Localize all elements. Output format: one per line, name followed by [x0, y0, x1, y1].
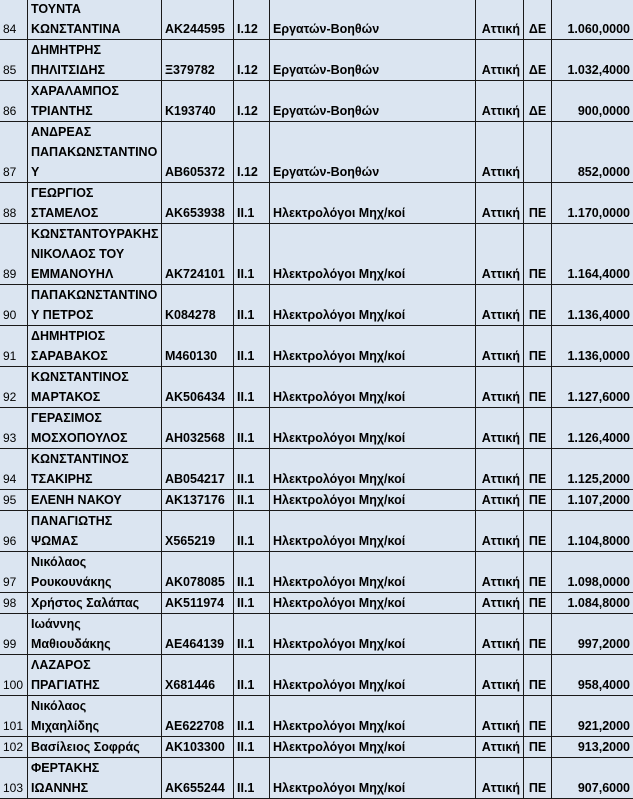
name-cell[interactable]: [28, 367, 162, 408]
name-line: ΤΟΥΝΤΑ: [31, 0, 158, 19]
name-line: ΚΩΝΣΤΑΝΤΟΥΡΑΚΗΣ: [31, 224, 158, 244]
row-number-cell[interactable]: 93: [0, 408, 28, 449]
name-cell[interactable]: [28, 655, 162, 696]
name-line: ΜΟΣΧΟΠΟΥΛΟΣ: [31, 428, 158, 448]
region-cell[interactable]: Αττική: [476, 224, 524, 285]
id-cell[interactable]: Ξ379782: [162, 40, 234, 81]
code-cell[interactable]: ΙΙ.1: [234, 511, 270, 552]
code-cell[interactable]: ΙΙ.1: [234, 614, 270, 655]
name-cell[interactable]: [28, 0, 162, 40]
code-cell[interactable]: Ι.12: [234, 40, 270, 81]
name-cell[interactable]: [28, 40, 162, 81]
score-cell[interactable]: 1.164,4000: [552, 224, 633, 285]
specialty-cell[interactable]: Ηλεκτρολόγοι Μηχ/κοί: [270, 655, 476, 696]
table-row: [0, 285, 633, 326]
id-cell[interactable]: ΑΗ032568: [162, 408, 234, 449]
region-cell[interactable]: Αττική: [476, 285, 524, 326]
region-cell[interactable]: Αττική: [476, 758, 524, 799]
specialty-cell[interactable]: Εργατών-Βοηθών: [270, 0, 476, 40]
code-cell[interactable]: ΙΙ.1: [234, 326, 270, 367]
region-cell[interactable]: Αττική: [476, 326, 524, 367]
id-cell[interactable]: Κ193740: [162, 81, 234, 122]
table-row: [0, 0, 633, 40]
name-line: Υ ΠΕΤΡΟΣ: [31, 305, 158, 325]
name-line: Βασίλειος Σοφράς: [31, 737, 158, 757]
row-number-cell[interactable]: 98: [0, 593, 28, 614]
specialty-cell[interactable]: Ηλεκτρολόγοι Μηχ/κοί: [270, 183, 476, 224]
row-number-cell[interactable]: 102: [0, 737, 28, 758]
table-row: [0, 224, 633, 285]
name-line: Μαθιουδάκης: [31, 634, 158, 654]
score-cell[interactable]: 1.104,8000: [552, 511, 633, 552]
name-cell[interactable]: [28, 122, 162, 183]
score-cell[interactable]: 1.136,0000: [552, 326, 633, 367]
table-row: [0, 367, 633, 408]
table-row: [0, 737, 633, 758]
score-cell[interactable]: 1.125,2000: [552, 449, 633, 490]
code-cell[interactable]: ΙΙ.1: [234, 655, 270, 696]
region-cell[interactable]: Αττική: [476, 449, 524, 490]
name-line: ΔΗΜΗΤΡΙΟΣ: [31, 326, 158, 346]
table-row: [0, 326, 633, 367]
name-line: ΛΑΖΑΡΟΣ ΠΡΑΓΙΑΤΗΣ: [31, 655, 158, 695]
category-cell[interactable]: ΠΕ: [524, 224, 552, 285]
category-cell[interactable]: ΠΕ: [524, 737, 552, 758]
row-number-cell[interactable]: 85: [0, 40, 28, 81]
category-cell[interactable]: [524, 122, 552, 183]
name-line: ΚΩΝΣΤΑΝΤΙΝΟΣ: [31, 367, 158, 387]
name-cell[interactable]: [28, 758, 162, 799]
specialty-cell[interactable]: Εργατών-Βοηθών: [270, 81, 476, 122]
name-line: ΚΩΝΣΤΑΝΤΙΝΟΣ: [31, 449, 158, 469]
name-cell[interactable]: [28, 285, 162, 326]
specialty-cell[interactable]: Ηλεκτρολόγοι Μηχ/κοί: [270, 408, 476, 449]
region-cell[interactable]: Αττική: [476, 593, 524, 614]
name-line: Χρήστος Σαλάπας: [31, 593, 158, 613]
name-cell[interactable]: [28, 408, 162, 449]
specialty-cell[interactable]: Ηλεκτρολόγοι Μηχ/κοί: [270, 593, 476, 614]
name-line: Νικόλαος: [31, 696, 158, 716]
name-cell[interactable]: [28, 737, 162, 758]
code-cell[interactable]: ΙΙ.1: [234, 737, 270, 758]
row-number-cell[interactable]: 100: [0, 655, 28, 696]
name-line: ΤΡΙΑΝΤΗΣ: [31, 101, 158, 121]
row-number-cell[interactable]: 87: [0, 122, 28, 183]
id-cell[interactable]: ΑΚ244595: [162, 0, 234, 40]
row-number-cell[interactable]: 97: [0, 552, 28, 593]
category-cell[interactable]: ΔΕ: [524, 40, 552, 81]
score-cell[interactable]: 1.170,0000: [552, 183, 633, 224]
specialty-cell[interactable]: Ηλεκτρολόγοι Μηχ/κοί: [270, 737, 476, 758]
name-line: ΠΑΠΑΚΩΝΣΤΑΝΤΙΝΟ: [31, 285, 158, 305]
table-row: [0, 593, 633, 614]
table-row: [0, 183, 633, 224]
name-cell[interactable]: [28, 183, 162, 224]
specialty-cell[interactable]: Ηλεκτρολόγοι Μηχ/κοί: [270, 449, 476, 490]
region-cell[interactable]: Αττική: [476, 367, 524, 408]
score-cell[interactable]: 921,2000: [552, 696, 633, 737]
region-cell[interactable]: Αττική: [476, 737, 524, 758]
row-number-cell[interactable]: 103: [0, 758, 28, 799]
region-cell[interactable]: Αττική: [476, 81, 524, 122]
category-cell[interactable]: ΠΕ: [524, 326, 552, 367]
id-cell[interactable]: Χ565219: [162, 511, 234, 552]
specialty-cell[interactable]: Ηλεκτρολόγοι Μηχ/κοί: [270, 285, 476, 326]
category-cell[interactable]: ΔΕ: [524, 81, 552, 122]
code-cell[interactable]: ΙΙ.1: [234, 408, 270, 449]
table-row: [0, 614, 633, 655]
region-cell[interactable]: Αττική: [476, 696, 524, 737]
category-cell[interactable]: ΠΕ: [524, 367, 552, 408]
region-cell[interactable]: Αττική: [476, 490, 524, 511]
score-cell[interactable]: 1.126,4000: [552, 408, 633, 449]
id-cell[interactable]: ΑΕ464139: [162, 614, 234, 655]
specialty-cell[interactable]: Ηλεκτρολόγοι Μηχ/κοί: [270, 552, 476, 593]
id-cell[interactable]: ΑΚ137176: [162, 490, 234, 511]
code-cell[interactable]: ΙΙ.1: [234, 367, 270, 408]
row-number-cell[interactable]: 89: [0, 224, 28, 285]
score-cell[interactable]: 852,0000: [552, 122, 633, 183]
category-cell[interactable]: ΠΕ: [524, 593, 552, 614]
name-line: ΠΑΝΑΓΙΩΤΗΣ: [31, 511, 158, 531]
name-line: ΕΛΕΝΗ ΝΑΚΟΥ: [31, 490, 158, 510]
name-line: ΧΑΡΑΛΑΜΠΟΣ: [31, 81, 158, 101]
name-line: ΦΕΡΤΑΚΗΣ ΙΩΑΝΝΗΣ: [31, 758, 158, 798]
id-cell[interactable]: Κ084278: [162, 285, 234, 326]
name-line: Ιωάννης: [31, 614, 158, 634]
table-row: [0, 655, 633, 696]
name-line: ΠΗΛΙΤΣΙΔΗΣ: [31, 60, 158, 80]
name-cell[interactable]: [28, 449, 162, 490]
code-cell[interactable]: Ι.12: [234, 122, 270, 183]
id-cell[interactable]: ΑΚ103300: [162, 737, 234, 758]
category-cell[interactable]: ΠΕ: [524, 183, 552, 224]
score-cell[interactable]: 907,6000: [552, 758, 633, 799]
name-line: ΑΝΔΡΕΑΣ: [31, 122, 158, 142]
specialty-cell[interactable]: Ηλεκτρολόγοι Μηχ/κοί: [270, 614, 476, 655]
score-cell[interactable]: 997,2000: [552, 614, 633, 655]
score-cell[interactable]: 1.032,4000: [552, 40, 633, 81]
row-number-cell[interactable]: 91: [0, 326, 28, 367]
code-cell[interactable]: Ι.12: [234, 0, 270, 40]
id-cell[interactable]: ΑΚ506434: [162, 367, 234, 408]
row-number-cell[interactable]: 88: [0, 183, 28, 224]
score-cell[interactable]: 913,2000: [552, 737, 633, 758]
region-cell[interactable]: Αττική: [476, 552, 524, 593]
region-cell[interactable]: Αττική: [476, 614, 524, 655]
code-cell[interactable]: ΙΙ.1: [234, 552, 270, 593]
id-cell[interactable]: ΑΒ605372: [162, 122, 234, 183]
category-cell[interactable]: ΔΕ: [524, 0, 552, 40]
region-cell[interactable]: Αττική: [476, 408, 524, 449]
category-cell[interactable]: ΠΕ: [524, 614, 552, 655]
name-cell[interactable]: [28, 490, 162, 511]
score-cell[interactable]: 1.107,2000: [552, 490, 633, 511]
name-cell[interactable]: [28, 81, 162, 122]
category-cell[interactable]: ΠΕ: [524, 408, 552, 449]
specialty-cell[interactable]: Ηλεκτρολόγοι Μηχ/κοί: [270, 696, 476, 737]
score-cell[interactable]: 1.098,0000: [552, 552, 633, 593]
name-line: ΔΗΜΗΤΡΗΣ: [31, 40, 158, 60]
specialty-cell[interactable]: Ηλεκτρολόγοι Μηχ/κοί: [270, 490, 476, 511]
id-cell[interactable]: ΑΕ622708: [162, 696, 234, 737]
row-number-cell[interactable]: 94: [0, 449, 28, 490]
row-number-cell[interactable]: 92: [0, 367, 28, 408]
name-line: ΤΣΑΚΙΡΗΣ: [31, 469, 158, 489]
name-line: ΓΕΡΑΣΙΜΟΣ: [31, 408, 158, 428]
score-cell[interactable]: 900,0000: [552, 81, 633, 122]
name-cell[interactable]: [28, 511, 162, 552]
specialty-cell[interactable]: Ηλεκτρολόγοι Μηχ/κοί: [270, 758, 476, 799]
category-cell[interactable]: ΠΕ: [524, 449, 552, 490]
name-line: ΝΙΚΟΛΑΟΣ ΤΟΥ: [31, 244, 158, 264]
table-row: [0, 552, 633, 593]
row-number-cell[interactable]: 101: [0, 696, 28, 737]
code-cell[interactable]: ΙΙ.1: [234, 758, 270, 799]
name-line: ΚΩΝΣΤΑΝΤΙΝΑ: [31, 19, 158, 39]
name-line: ΠΑΠΑΚΩΝΣΤΑΝΤΙΝΟ: [31, 142, 158, 162]
row-number-cell[interactable]: 84: [0, 0, 28, 40]
specialty-cell[interactable]: Εργατών-Βοηθών: [270, 122, 476, 183]
specialty-cell[interactable]: Ηλεκτρολόγοι Μηχ/κοί: [270, 511, 476, 552]
region-cell[interactable]: Αττική: [476, 511, 524, 552]
table-row: [0, 40, 633, 81]
id-cell[interactable]: ΑΚ078085: [162, 552, 234, 593]
table-row: [0, 81, 633, 122]
id-cell[interactable]: Χ681446: [162, 655, 234, 696]
id-cell[interactable]: ΑΚ653938: [162, 183, 234, 224]
table-row: [0, 122, 633, 183]
region-cell[interactable]: Αττική: [476, 0, 524, 40]
id-cell[interactable]: ΑΚ655244: [162, 758, 234, 799]
specialty-cell[interactable]: Ηλεκτρολόγοι Μηχ/κοί: [270, 367, 476, 408]
name-line: Μιχαηλίδης: [31, 716, 158, 736]
id-cell[interactable]: ΑΚ724101: [162, 224, 234, 285]
row-number-cell[interactable]: 99: [0, 614, 28, 655]
category-cell[interactable]: ΠΕ: [524, 552, 552, 593]
table-row: [0, 449, 633, 490]
name-cell[interactable]: [28, 696, 162, 737]
code-cell[interactable]: ΙΙ.1: [234, 593, 270, 614]
specialty-cell[interactable]: Ηλεκτρολόγοι Μηχ/κοί: [270, 224, 476, 285]
code-cell[interactable]: ΙΙ.1: [234, 183, 270, 224]
name-line: Νικόλαος: [31, 552, 158, 572]
name-cell[interactable]: [28, 224, 162, 285]
category-cell[interactable]: ΠΕ: [524, 511, 552, 552]
id-cell[interactable]: ΑΚ511974: [162, 593, 234, 614]
code-cell[interactable]: ΙΙ.1: [234, 285, 270, 326]
region-cell[interactable]: Αττική: [476, 40, 524, 81]
specialty-cell[interactable]: Εργατών-Βοηθών: [270, 40, 476, 81]
name-line: ΜΑΡΤΑΚΟΣ: [31, 387, 158, 407]
category-cell[interactable]: ΠΕ: [524, 758, 552, 799]
id-cell[interactable]: Μ460130: [162, 326, 234, 367]
table-row: [0, 511, 633, 552]
row-number-cell[interactable]: 96: [0, 511, 28, 552]
table-row: [0, 490, 633, 511]
code-cell[interactable]: ΙΙ.1: [234, 696, 270, 737]
specialty-cell[interactable]: Ηλεκτρολόγοι Μηχ/κοί: [270, 326, 476, 367]
name-cell[interactable]: [28, 552, 162, 593]
row-number-cell[interactable]: 86: [0, 81, 28, 122]
name-line: Ρουκουνάκης: [31, 572, 158, 592]
name-line: ΣΑΡΑΒΑΚΟΣ: [31, 346, 158, 366]
code-cell[interactable]: ΙΙ.1: [234, 449, 270, 490]
category-cell[interactable]: ΠΕ: [524, 655, 552, 696]
name-line: Υ: [31, 162, 158, 182]
row-number-cell[interactable]: 90: [0, 285, 28, 326]
table-row: [0, 408, 633, 449]
score-cell[interactable]: 958,4000: [552, 655, 633, 696]
table-row: [0, 758, 633, 799]
row-number-cell[interactable]: 95: [0, 490, 28, 511]
category-cell[interactable]: ΠΕ: [524, 696, 552, 737]
code-cell[interactable]: ΙΙ.1: [234, 490, 270, 511]
score-cell[interactable]: 1.084,8000: [552, 593, 633, 614]
score-cell[interactable]: 1.060,0000: [552, 0, 633, 40]
region-cell[interactable]: Αττική: [476, 122, 524, 183]
table-row: [0, 696, 633, 737]
id-cell[interactable]: ΑΒ054217: [162, 449, 234, 490]
code-cell[interactable]: Ι.12: [234, 81, 270, 122]
score-cell[interactable]: 1.136,4000: [552, 285, 633, 326]
category-cell[interactable]: ΠΕ: [524, 285, 552, 326]
name-line: ΨΩΜΑΣ: [31, 531, 158, 551]
category-cell[interactable]: ΠΕ: [524, 490, 552, 511]
region-cell[interactable]: Αττική: [476, 655, 524, 696]
score-cell[interactable]: 1.127,6000: [552, 367, 633, 408]
name-cell[interactable]: [28, 326, 162, 367]
name-cell[interactable]: [28, 614, 162, 655]
code-cell[interactable]: ΙΙ.1: [234, 224, 270, 285]
region-cell[interactable]: Αττική: [476, 183, 524, 224]
name-cell[interactable]: [28, 593, 162, 614]
name-line: ΓΕΩΡΓΙΟΣ ΣΤΑΜΕΛΟΣ: [31, 183, 158, 223]
name-line: ΕΜΜΑΝΟΥΗΛ: [31, 264, 158, 284]
